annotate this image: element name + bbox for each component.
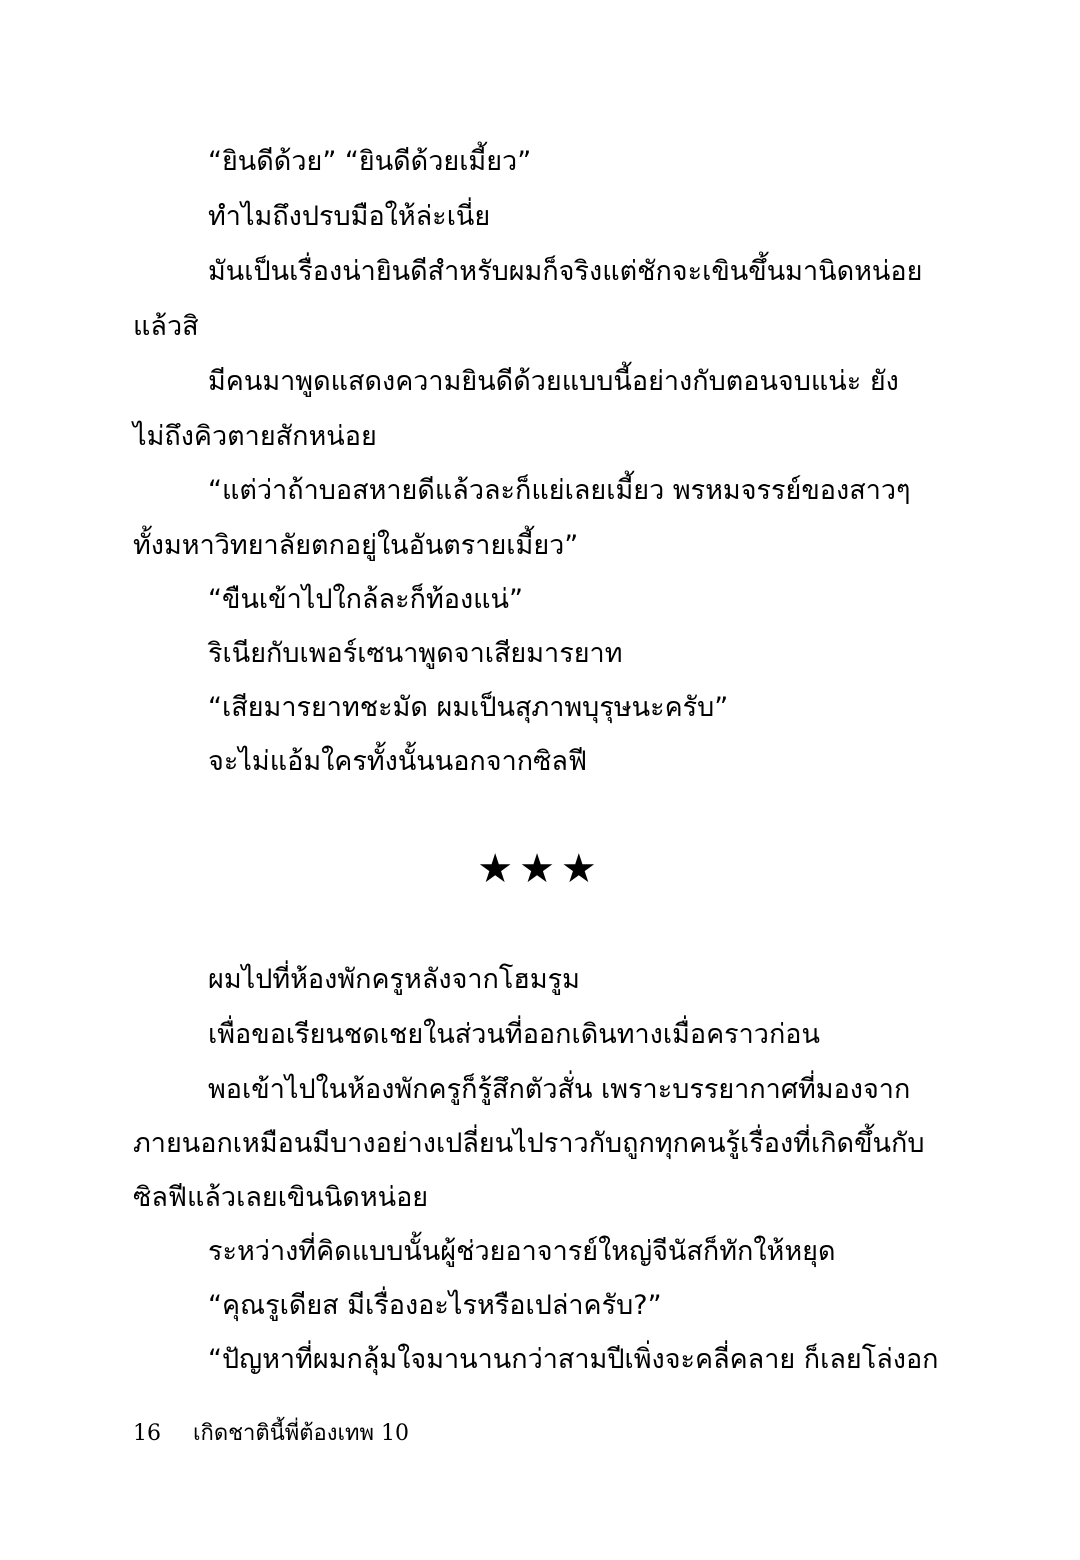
text-line: พอเข้าไปในห้องพักครูก็รู้สึกตัวสั่น เพราะบรรยากาศที่มองจาก bbox=[208, 1074, 911, 1105]
text-line: เพื่อขอเรียนชดเชยในส่วนที่ออกเดินทางเมื่อคราวก่อน bbox=[208, 1019, 820, 1050]
text-line: “ขืนเข้าไปใกล้ละก็ท้องแน่” bbox=[208, 584, 523, 615]
text-line: ริเนียกับเพอร์เซนาพูดจาเสียมารยาท bbox=[208, 638, 623, 669]
text-line: ระหว่างที่คิดแบบนั้นผู้ช่วยอาจารย์ใหญ่จีนัสก็ทักให้หยุด bbox=[208, 1236, 836, 1267]
text-line: ซิลฟีแล้วเลยเขินนิดหน่อย bbox=[133, 1182, 429, 1213]
page-footer bbox=[133, 1419, 409, 1449]
text-line: ไม่ถึงคิวตายสักหน่อย bbox=[133, 421, 377, 452]
text-line: จะไม่แอ้มใครทั้งนั้นนอกจากซิลฟี bbox=[208, 746, 588, 777]
text-line: ทั้งมหาวิทยาลัยตกอยู่ในอันตรายเมี้ยว” bbox=[133, 530, 579, 561]
text-line: “เสียมารยาทชะมัด ผมเป็นสุภาพบุรุษนะครับ” bbox=[208, 692, 729, 723]
text-line: “คุณรูเดียส มีเรื่องอะไรหรือเปล่าครับ?” bbox=[208, 1290, 662, 1321]
text-line: ทำไมถึงปรบมือให้ล่ะเนี่ย bbox=[208, 201, 491, 232]
text-line: แล้วสิ bbox=[133, 311, 199, 342]
book-title: เกิดชาตินี้พี่ต้องเทพ 10 bbox=[193, 1421, 409, 1446]
text-line: “ปัญหาที่ผมกลุ้มใจมานานกว่าสามปีเพิ่งจะคลี่คลาย ก็เลยโล่งอก bbox=[208, 1344, 939, 1375]
scene-break-stars: ★★★ bbox=[477, 846, 603, 892]
page-number: 16 bbox=[133, 1421, 161, 1446]
text-line: มันเป็นเรื่องน่ายินดีสำหรับผมก็จริงแต่ชักจะเขินขึ้นมานิดหน่อย bbox=[208, 256, 923, 287]
text-line: ผมไปที่ห้องพักครูหลังจากโฮมรูม bbox=[208, 964, 580, 995]
text-line: “ยินดีด้วย” “ยินดีด้วยเมี้ยว” bbox=[208, 146, 532, 177]
text-line: มีคนมาพูดแสดงความยินดีด้วยแบบนี้อย่างกับตอนจบแน่ะ ยัง bbox=[208, 366, 899, 397]
text-line: “แต่ว่าถ้าบอสหายดีแล้วละก็แย่เลยเมี้ยว พรหมจรรย์ของสาวๆ bbox=[208, 475, 911, 506]
text-line: ภายนอกเหมือนมีบางอย่างเปลี่ยนไปราวกับถูกทุกคนรู้เรื่องที่เกิดขึ้นกับ bbox=[133, 1128, 925, 1159]
